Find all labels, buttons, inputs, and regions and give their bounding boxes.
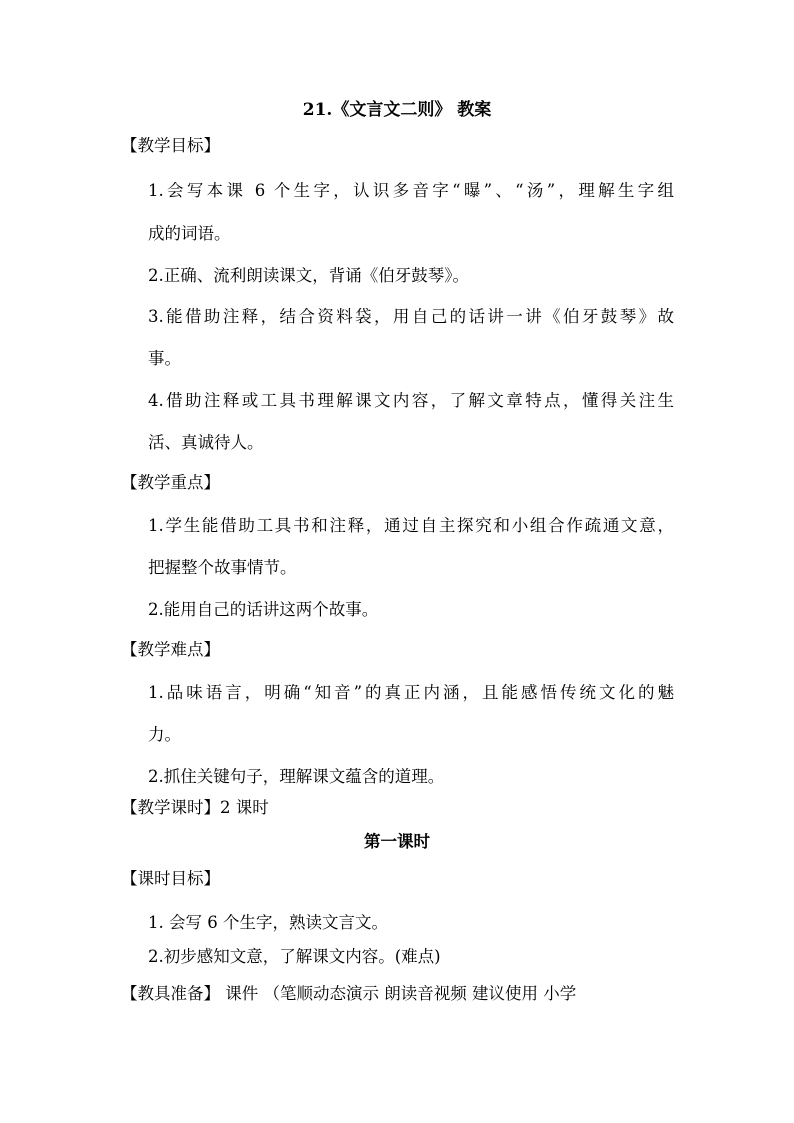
difficulty-item-2: 2.抓住关键句子，理解课文蕴含的道理。 bbox=[148, 767, 445, 786]
goal-item-1-line1: 1.会写本课 6 个生字，认识多音字“曝”、“汤”，理解生字组 bbox=[148, 181, 674, 200]
goal-item-4-line2: 活、真诚待人。 bbox=[148, 433, 264, 452]
goal-item-3-line2: 事。 bbox=[148, 349, 181, 368]
document-title: 21.《文言文二则》 教案 bbox=[302, 100, 492, 120]
difficulties-heading: 【教学难点】 bbox=[121, 640, 220, 659]
goal-item-4-line1: 4.借助注释或工具书理解课文内容，了解文章特点，懂得关注生 bbox=[148, 391, 674, 410]
goals-heading: 【教学目标】 bbox=[121, 136, 220, 155]
difficulty-item-1-line2: 力。 bbox=[148, 725, 181, 744]
keypoint-item-2: 2.能用自己的话讲这两个故事。 bbox=[148, 600, 379, 619]
goal-item-1-line2: 成的词语。 bbox=[148, 224, 231, 243]
hours-line: 【教学课时】2 课时 bbox=[121, 798, 269, 817]
lesson1-goal-2: 2.初步感知文意，了解课文内容。(难点) bbox=[148, 947, 441, 966]
prep-line: 【教具准备】 课件 （笔顺动态演示 朗读音视频 建议使用 小学 bbox=[121, 984, 577, 1003]
lesson1-goals-heading: 【课时目标】 bbox=[121, 869, 220, 888]
keypoints-heading: 【教学重点】 bbox=[121, 473, 220, 492]
lesson1-subtitle: 第一课时 bbox=[364, 832, 430, 851]
difficulty-item-1-line1: 1.品味语言，明确“知音”的真正内涵，且能感悟传统文化的魅 bbox=[148, 683, 674, 702]
goal-item-2: 2.正确、流利朗读课文，背诵《伯牙鼓琴》。 bbox=[148, 266, 469, 285]
lesson1-goal-1: 1. 会写 6 个生字，熟读文言文。 bbox=[148, 913, 388, 932]
keypoint-item-1-line2: 把握整个故事情节。 bbox=[148, 558, 297, 577]
keypoint-item-1-line1: 1.学生能借助工具书和注释，通过自主探究和小组合作疏通文意， bbox=[148, 516, 674, 535]
goal-item-3-line1: 3.能借助注释，结合资料袋，用自己的话讲一讲《伯牙鼓琴》故 bbox=[148, 307, 674, 326]
